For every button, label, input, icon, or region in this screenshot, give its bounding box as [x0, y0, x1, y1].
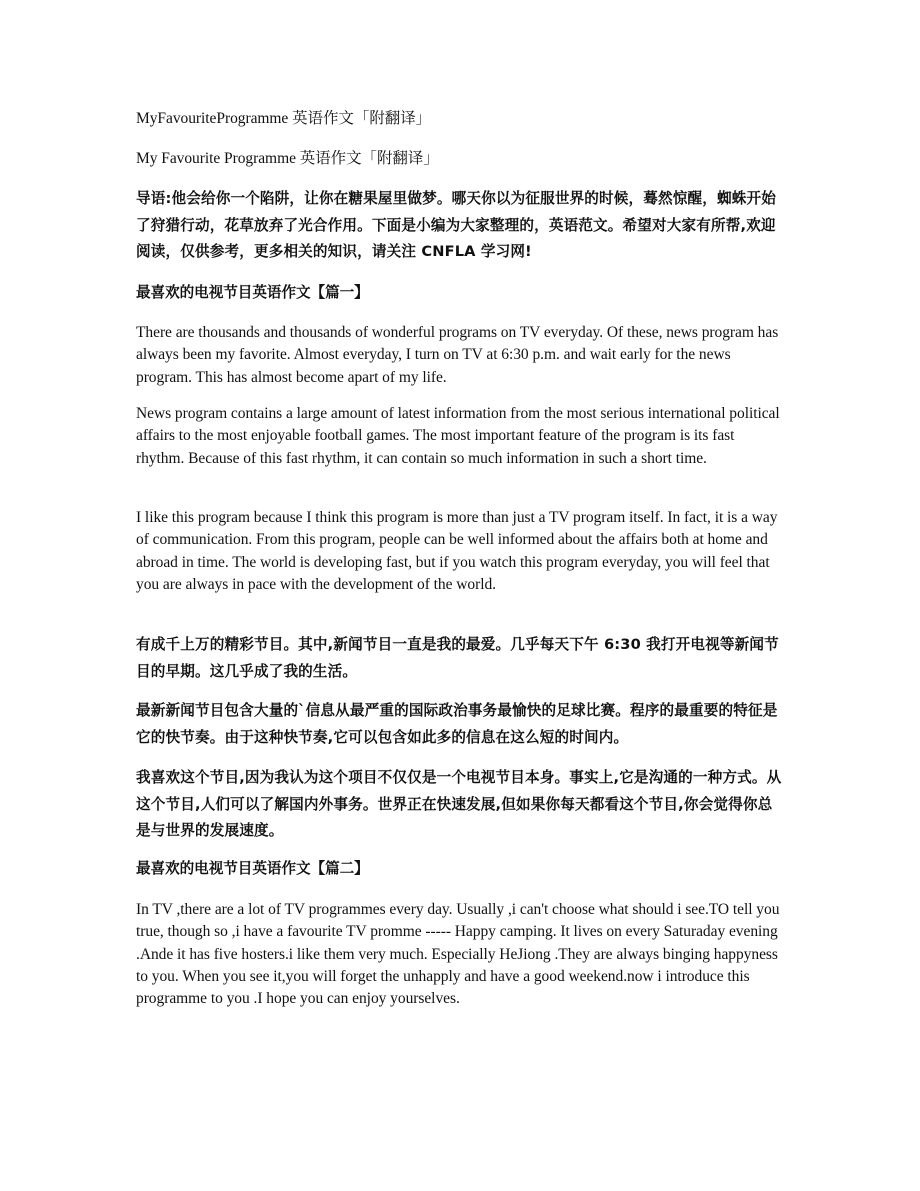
section-1-heading: 最喜欢的电视节目英语作文【篇一】 [136, 284, 369, 301]
document-subtitle: My Favourite Programme 英语作文「附翻译」 [136, 150, 439, 167]
section-1-translation: 最新新闻节目包含大量的`信息从最严重的国际政治事务最愉快的足球比赛。程序的最重要的特征是它的快节奏。由于这种快节奏,它可以包含如此多的信息在这么短的时间内。 [136, 702, 778, 746]
section-1-translation: 有成千上万的精彩节目。其中,新闻节目一直是我的最爱。几乎每天下午 6:30 我打开电视等新闻节目的早期。这几乎成了我的生活。 [136, 636, 779, 680]
section-1-paragraph: There are thousands and thousands of wonderful programs on TV everyday. Of these, news program has always been my favorite. Almost everyday, I turn on TV at 6:30 p.m. and wait early for the news program. This has almost become apart of my life. [136, 324, 779, 386]
intro-paragraph: 导语:他会给你一个陷阱，让你在糖果屋里做梦。哪天你以为征服世界的时候，蓦然惊醒，蜘蛛开始了狩猎行动，花草放弃了光合作用。下面是小编为大家整理的，英语范文。希望对大家有所帮,欢迎阅读，仅供参考，更多相关的知识，请关注 CNFLA 学习网! [136, 190, 776, 260]
section-1-paragraph: I like this program because I think this program is more than just a TV program itself. In fact, it is a way of communication. From this program, people can be well informed about the affairs both at home and abroad in time. The world is developing fast, but if you watch this program everyday, you will feel that you are always in pace with the development of the world. [136, 509, 778, 593]
section-2-paragraph: In TV ,there are a lot of TV programmes every day. Usually ,i can't choose what should i see.TO tell you true, though so ,i have a favourite TV promme ----- Happy camping. It lives on every Saturaday evening .Ande it has five hosters.i like them very much. Especially HeJiong .They are always binging happyness to you. When you see it,you will forget the unhapply and have a good weekend.now i introduce this programme to you .I hope you can enjoy yourselves. [136, 901, 780, 1008]
section-2-heading: 最喜欢的电视节目英语作文【篇二】 [136, 860, 369, 877]
document-title: MyFavouriteProgramme 英语作文「附翻译」 [136, 110, 432, 127]
section-1-translation: 我喜欢这个节目,因为我认为这个项目不仅仅是一个电视节目本身。事实上,它是沟通的一种方式。从这个节目,人们可以了解国内外事务。世界正在快速发展,但如果你每天都看这个节目,你会觉得你总是与世界的发展速度。 [136, 769, 782, 839]
section-1-paragraph: News program contains a large amount of latest information from the most serious international political affairs to the most enjoyable football games. The most important feature of the program is its fast rhythm. Because of this fast rhythm, it can contain so much information in such a short time. [136, 405, 780, 467]
